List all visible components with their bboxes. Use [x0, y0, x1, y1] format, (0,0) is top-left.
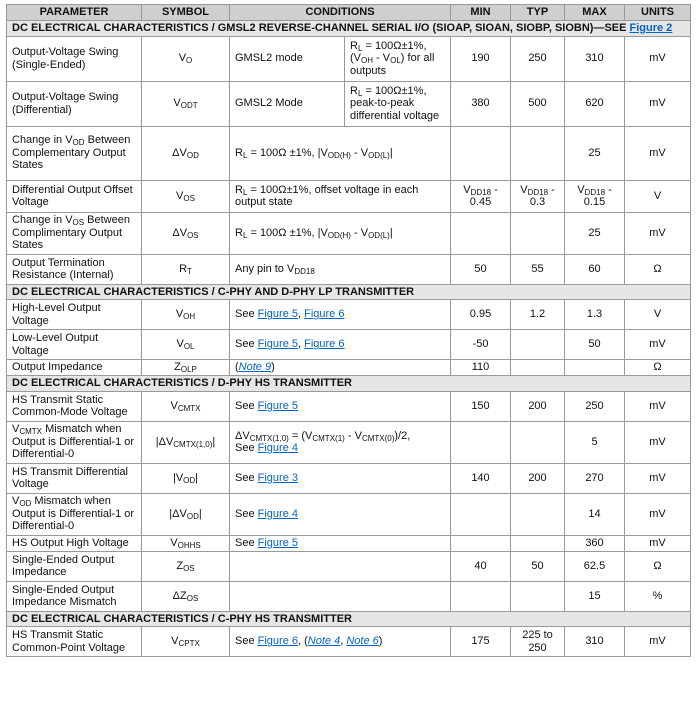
table-row	[7, 535, 691, 551]
conditions-cell	[230, 463, 451, 493]
symbol-text: |	[212, 435, 216, 448]
conditions-cell	[230, 391, 451, 421]
table-row	[7, 36, 691, 81]
param-cell: HS Transmit Differential Voltage	[7, 463, 142, 493]
value-text: - 0.45	[469, 183, 498, 208]
units-cell: Ω	[625, 360, 691, 376]
figure-6-link[interactable]: Figure 6	[304, 308, 345, 321]
symbol-cell	[142, 581, 230, 611]
figure-2-link[interactable]: Figure 2	[629, 22, 673, 34]
symbol-subscript: OLP	[180, 365, 197, 375]
units-cell: mV	[625, 535, 691, 551]
param-cell: Output-Voltage Swing (Differential)	[7, 81, 142, 126]
cond-text: ,	[340, 635, 347, 648]
section-row-lp	[7, 284, 691, 300]
min-cell	[451, 180, 511, 212]
max-cell: 620	[565, 81, 625, 126]
conditions-cell	[230, 300, 451, 330]
cond-sub: L	[357, 88, 363, 98]
typ-cell	[511, 330, 565, 360]
cond-text: = (V	[288, 429, 313, 442]
value-sub: DD18	[584, 187, 606, 197]
note-6-link[interactable]: Note 6	[346, 635, 379, 648]
typ-cell	[511, 212, 565, 254]
cond-sub: DD18	[294, 266, 315, 276]
note-9-link[interactable]: Note 9	[238, 361, 272, 374]
figure-5-link[interactable]: Figure 5	[257, 536, 298, 549]
units-cell: mV	[625, 126, 691, 180]
param-text: Change in V	[12, 214, 73, 227]
figure-4-link[interactable]: Figure 4	[257, 442, 298, 454]
symbol-text: V	[176, 338, 184, 351]
cond-sub: L	[242, 150, 248, 160]
conditions-cell	[230, 254, 451, 284]
symbol-text: V	[173, 97, 181, 110]
figure-3-link[interactable]: Figure 3	[257, 471, 298, 484]
typ-cell	[511, 360, 565, 376]
section-row-dphy-hs	[7, 376, 691, 392]
units-cell: Ω	[625, 551, 691, 581]
conditions-cell	[230, 535, 451, 551]
max-cell: 1.3	[565, 300, 625, 330]
param-cell: Output Termination Resistance (Internal)	[7, 254, 142, 284]
symbol-subscript: ODT	[180, 101, 198, 111]
symbol-text: V	[178, 52, 187, 65]
typ-cell: 1.2	[511, 300, 565, 330]
cond-text: |	[389, 146, 393, 159]
cond-text: )/2,	[394, 429, 411, 442]
symbol-text: |	[198, 507, 202, 520]
min-cell	[451, 493, 511, 535]
max-cell: 250	[565, 391, 625, 421]
header-conditions: CONDITIONS	[230, 5, 451, 21]
cond-text: = 100Ω±1%,	[362, 39, 427, 52]
param-sub: CMTX	[19, 427, 43, 437]
cond-text: , (	[298, 635, 308, 648]
symbol-subscript: OHHS	[177, 540, 201, 550]
typ-cell	[511, 493, 565, 535]
symbol-subscript: OS	[183, 563, 195, 573]
conditions-cell	[230, 581, 451, 611]
symbol-subscript: CMTX(1,0)	[173, 439, 213, 449]
symbol-cell	[142, 421, 230, 463]
section-row-gmsl2	[7, 21, 691, 37]
typ-cell: 225 to 250	[511, 627, 565, 657]
typ-cell	[511, 421, 565, 463]
symbol-text: R	[179, 262, 188, 275]
cond-text: See	[235, 399, 258, 412]
max-cell: 25	[565, 212, 625, 254]
units-cell: mV	[625, 627, 691, 657]
param-text: Change in V	[12, 134, 73, 147]
max-cell: 310	[565, 36, 625, 81]
symbol-text: V	[176, 189, 184, 202]
header-parameter: PARAMETER	[7, 5, 142, 21]
table-row	[7, 581, 691, 611]
cond-text: = 100Ω ±1%, |V	[247, 146, 328, 159]
min-cell	[451, 212, 511, 254]
symbol-text: V	[170, 536, 178, 549]
typ-cell: 55	[511, 254, 565, 284]
value-sub: DD18	[470, 187, 492, 197]
symbol-subscript: OS	[183, 193, 195, 203]
symbol-text: ΔV	[172, 146, 187, 159]
symbol-subscript: OD	[186, 150, 199, 160]
min-cell: 0.95	[451, 300, 511, 330]
min-cell: 50	[451, 254, 511, 284]
max-cell	[565, 180, 625, 212]
min-cell: 175	[451, 627, 511, 657]
symbol-text: |ΔV	[155, 435, 174, 448]
max-cell: 15	[565, 581, 625, 611]
cond-text: See	[235, 308, 258, 321]
typ-cell	[511, 180, 565, 212]
table-row	[7, 180, 691, 212]
condition-mode: GMSL2 mode	[230, 37, 345, 81]
param-sub: OD	[72, 138, 85, 148]
section-title-lp: DC ELECTRICAL CHARACTERISTICS / C-PHY AND D-PHY LP TRANSMITTER	[7, 284, 691, 300]
units-cell: mV	[625, 493, 691, 535]
cond-text: - V	[344, 429, 362, 442]
typ-cell	[511, 581, 565, 611]
min-cell: 190	[451, 36, 511, 81]
units-cell: mV	[625, 391, 691, 421]
cond-text: = 100Ω±1%,	[362, 84, 427, 97]
symbol-text: |V	[172, 471, 184, 484]
conditions-cell	[230, 330, 451, 360]
max-cell	[565, 360, 625, 376]
symbol-cell	[142, 212, 230, 254]
cond-text: Any pin to V	[235, 262, 295, 275]
conditions-cell	[230, 212, 451, 254]
min-cell	[451, 581, 511, 611]
symbol-cell	[142, 551, 230, 581]
cond-text: |	[389, 226, 393, 239]
symbol-cell	[142, 360, 230, 376]
symbol-subscript: O	[186, 56, 193, 66]
min-cell: 110	[451, 360, 511, 376]
cond-text: peak-to-peak differential voltage	[350, 97, 440, 122]
param-text: Mismatch when Output is Differential-1 or Differential-0	[12, 495, 135, 533]
units-cell: Ω	[625, 254, 691, 284]
table-row	[7, 421, 691, 463]
table-row	[7, 81, 691, 126]
value-text: V	[577, 183, 585, 196]
condition-detail	[345, 82, 451, 126]
cond-text: See	[235, 536, 258, 549]
table-row	[7, 627, 691, 657]
cond-sub: CMTX(1)	[312, 433, 345, 443]
cond-sub: CMTX(1,0)	[249, 433, 289, 443]
max-cell: 310	[565, 627, 625, 657]
cond-text: ) for all outputs	[350, 52, 435, 77]
symbol-cell	[142, 627, 230, 657]
symbol-cell	[142, 254, 230, 284]
cond-sub: OH	[361, 56, 373, 66]
param-sub: OS	[72, 218, 85, 228]
units-cell: mV	[625, 463, 691, 493]
max-cell: 62.5	[565, 551, 625, 581]
condition-detail	[345, 37, 451, 81]
cond-sub: OD(L)	[368, 150, 390, 160]
figure-4-link[interactable]: Figure 4	[257, 507, 298, 520]
symbol-subscript: CMTX	[177, 403, 201, 413]
cond-sub: CMTX(0)	[361, 433, 395, 443]
symbol-text: V	[171, 635, 179, 648]
min-cell: 380	[451, 81, 511, 126]
param-cell: HS Output High Voltage	[7, 535, 142, 551]
symbol-text: |ΔV	[169, 507, 187, 520]
conditions-cell	[230, 627, 451, 657]
min-cell: 150	[451, 391, 511, 421]
max-cell: 50	[565, 330, 625, 360]
section-row-cphy-hs	[7, 611, 691, 627]
section-title-gmsl2	[7, 21, 691, 37]
symbol-text: ΔZ	[172, 589, 187, 602]
max-cell: 5	[565, 421, 625, 463]
param-text: Between Complimentary Output States	[12, 214, 130, 252]
cond-sub: OD(H)	[327, 230, 351, 240]
header-units: UNITS	[625, 5, 691, 21]
conditions-cell	[230, 126, 451, 180]
symbol-text: ΔV	[172, 226, 188, 239]
table-row	[7, 330, 691, 360]
symbol-cell	[142, 535, 230, 551]
symbol-cell	[142, 180, 230, 212]
symbol-subscript: OS	[186, 593, 199, 603]
cond-text: (	[235, 361, 239, 374]
typ-cell	[511, 126, 565, 180]
typ-cell: 200	[511, 391, 565, 421]
param-cell: Differential Output Offset Voltage	[7, 180, 142, 212]
symbol-text: V	[170, 399, 178, 412]
param-cell: High-Level Output Voltage	[7, 300, 142, 330]
cond-sub: L	[357, 43, 363, 53]
cond-text: See	[235, 635, 258, 648]
cond-text: - V	[350, 226, 369, 239]
electrical-characteristics-table	[6, 4, 691, 657]
symbol-text: V	[175, 308, 184, 321]
param-cell	[7, 493, 142, 535]
symbol-subscript: CPTX	[178, 639, 200, 649]
cond-text: ,	[298, 308, 305, 321]
conditions-cell	[230, 551, 451, 581]
conditions-cell	[230, 180, 451, 212]
value-text: V	[520, 183, 528, 196]
max-cell: 270	[565, 463, 625, 493]
param-cell: Low-Level Output Voltage	[7, 330, 142, 360]
section-title-cphy-hs: DC ELECTRICAL CHARACTERISTICS / C-PHY HS TRANSMITTER	[7, 611, 691, 627]
table-row	[7, 463, 691, 493]
cond-text: R	[350, 84, 358, 97]
units-cell: V	[625, 180, 691, 212]
min-cell: 140	[451, 463, 511, 493]
value-sub: DD18	[527, 187, 549, 197]
units-cell: mV	[625, 36, 691, 81]
symbol-subscript: OL	[183, 342, 195, 352]
param-sub: OD	[19, 499, 32, 509]
max-cell: 25	[565, 126, 625, 180]
units-cell: mV	[625, 81, 691, 126]
symbol-subscript: OD	[183, 475, 196, 485]
cond-text: R	[235, 226, 243, 239]
conditions-split	[230, 37, 450, 81]
param-cell: HS Transmit Static Common-Mode Voltage	[7, 391, 142, 421]
symbol-text: Z	[174, 361, 181, 374]
cond-sub: OD(H)	[327, 150, 351, 160]
param-cell	[7, 126, 142, 180]
cond-text: = 100Ω ±1%, |V	[247, 226, 328, 239]
symbol-cell	[142, 126, 230, 180]
cond-text: = 100Ω±1%, offset voltage in each output state	[235, 183, 419, 208]
units-cell: mV	[625, 421, 691, 463]
cond-text: R	[350, 39, 358, 52]
cond-text: See	[235, 442, 258, 454]
symbol-subscript: OH	[183, 312, 196, 322]
cond-text: ΔV	[235, 429, 250, 442]
param-cell: Output Impedance	[7, 360, 142, 376]
cond-text: R	[235, 183, 243, 196]
header-min: MIN	[451, 5, 511, 21]
symbol-cell	[142, 493, 230, 535]
condition-mode: GMSL2 Mode	[230, 82, 345, 126]
min-cell: -50	[451, 330, 511, 360]
table-row	[7, 126, 691, 180]
max-cell: 60	[565, 254, 625, 284]
min-cell	[451, 535, 511, 551]
cond-text: R	[235, 146, 243, 159]
cond-text: See	[235, 471, 258, 484]
symbol-subscript: OS	[187, 230, 199, 240]
cond-text: - V	[350, 146, 369, 159]
cond-text: - V	[373, 52, 391, 65]
value-text: V	[463, 183, 471, 196]
symbol-subscript: OD	[186, 511, 199, 521]
symbol-subscript: T	[187, 266, 192, 276]
table-row	[7, 493, 691, 535]
table-row	[7, 212, 691, 254]
max-cell: 14	[565, 493, 625, 535]
cond-sub: L	[242, 187, 248, 197]
param-cell: Single-Ended Output Impedance	[7, 551, 142, 581]
param-text: Between Complementary Output States	[12, 134, 131, 172]
header-max: MAX	[565, 5, 625, 21]
symbol-cell	[142, 300, 230, 330]
param-cell	[7, 212, 142, 254]
figure-5-link[interactable]: Figure 5	[257, 399, 298, 412]
header-row	[7, 5, 691, 21]
header-typ: TYP	[511, 5, 565, 21]
units-cell: mV	[625, 330, 691, 360]
table-row	[7, 300, 691, 330]
conditions-cell	[230, 421, 451, 463]
figure-5-link[interactable]: Figure 5	[257, 308, 298, 321]
typ-cell	[511, 535, 565, 551]
typ-cell: 500	[511, 81, 565, 126]
param-text: V	[12, 495, 20, 508]
cond-text: ,	[298, 338, 305, 351]
figure-5-link[interactable]: Figure 5	[257, 338, 298, 351]
typ-cell: 250	[511, 36, 565, 81]
value-text: - 0.15	[583, 183, 612, 208]
symbol-cell	[142, 36, 230, 81]
conditions-cell	[230, 36, 451, 81]
cond-text: See	[235, 338, 258, 351]
conditions-cell	[230, 493, 451, 535]
param-cell: Output-Voltage Swing (Single-Ended)	[7, 36, 142, 81]
units-cell: V	[625, 300, 691, 330]
section-title-dphy-hs: DC ELECTRICAL CHARACTERISTICS / D-PHY HS TRANSMITTER	[7, 376, 691, 392]
cond-text: See	[235, 507, 258, 520]
section-title-text: DC ELECTRICAL CHARACTERISTICS / GMSL2 REVERSE-CHANNEL SERIAL I/O (SIOAP, SIOAN, SIOBP, SIOBN)—SEE	[12, 22, 627, 34]
table-row	[7, 254, 691, 284]
header-symbol: SYMBOL	[142, 5, 230, 21]
max-cell: 360	[565, 535, 625, 551]
symbol-text: Z	[176, 559, 184, 572]
param-cell: HS Transmit Static Common-Point Voltage	[7, 627, 142, 657]
conditions-cell	[230, 360, 451, 376]
table-row	[7, 360, 691, 376]
cond-text: )	[271, 361, 275, 374]
min-cell	[451, 421, 511, 463]
min-cell	[451, 126, 511, 180]
table-row	[7, 391, 691, 421]
symbol-cell	[142, 391, 230, 421]
conditions-split	[230, 82, 450, 126]
param-text: V	[12, 423, 20, 436]
symbol-text: |	[195, 471, 199, 484]
units-cell: %	[625, 581, 691, 611]
min-cell: 40	[451, 551, 511, 581]
figure-6-link[interactable]: Figure 6	[257, 635, 298, 648]
cond-sub: L	[242, 230, 248, 240]
note-4-link[interactable]: Note 4	[307, 635, 341, 648]
cond-sub: OD(L)	[368, 230, 390, 240]
conditions-cell	[230, 81, 451, 126]
typ-cell: 50	[511, 551, 565, 581]
cond-text: )	[378, 635, 383, 648]
cond-sub: OL	[390, 56, 401, 66]
value-text: - 0.3	[529, 183, 555, 208]
figure-6-link[interactable]: Figure 6	[304, 338, 345, 351]
table-row	[7, 551, 691, 581]
cond-text: (V	[350, 52, 361, 65]
symbol-cell	[142, 330, 230, 360]
param-cell	[7, 421, 142, 463]
symbol-cell	[142, 463, 230, 493]
param-cell: Single-Ended Output Impedance Mismatch	[7, 581, 142, 611]
typ-cell: 200	[511, 463, 565, 493]
units-cell: mV	[625, 212, 691, 254]
param-text: Mismatch when Output is Differential-1 or Differential-0	[12, 423, 135, 461]
symbol-cell	[142, 81, 230, 126]
